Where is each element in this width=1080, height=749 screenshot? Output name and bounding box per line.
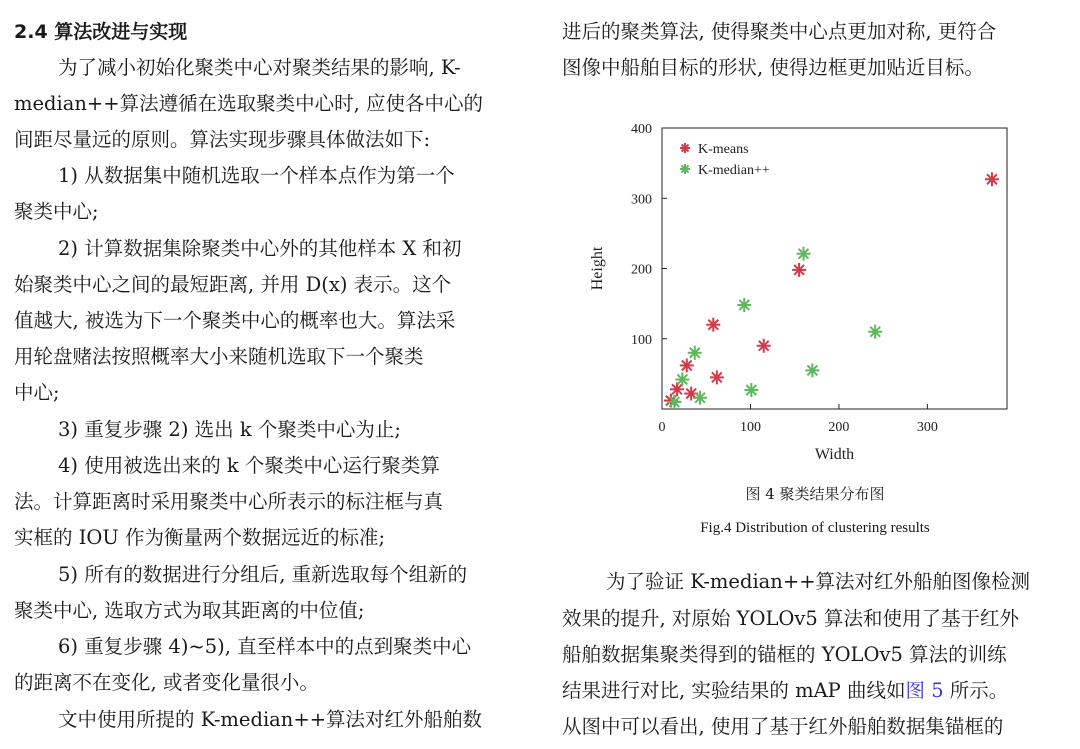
data-point xyxy=(757,339,771,353)
y-tick-label: 200 xyxy=(631,262,652,278)
paragraph-line: 效果的提升, 对原始 YOLOv5 算法和使用了基于红外 xyxy=(562,607,1020,630)
figure-5-link[interactable]: 图 5 xyxy=(905,679,944,702)
step-line: 的距离不在变化, 或者变化量很小。 xyxy=(14,671,319,694)
scatter-chart xyxy=(562,110,1068,480)
step-line: 6) 重复步骤 4)~5), 直至样本中的点到聚类中心 xyxy=(58,635,472,658)
y-tick-label: 400 xyxy=(631,122,652,137)
x-tick-label: 0 xyxy=(658,420,666,435)
paragraph-line: 文中使用所提的 K-median++算法对红外船舶数 xyxy=(58,708,483,731)
x-tick-label: 200 xyxy=(828,420,850,435)
data-point xyxy=(985,172,999,186)
paragraph-line: 进后的聚类算法, 使得聚类中心点更加对称, 更符合 xyxy=(562,20,997,43)
step-line: 聚类中心, 选取方式为取其距离的中位值; xyxy=(14,599,365,622)
paragraph-line: median++算法遵循在选取聚类中心时, 应使各中心的 xyxy=(14,92,484,115)
step-line: 始聚类中心之间的最短距离, 并用 D(x) 表示。这个 xyxy=(14,273,452,296)
y-axis-label: Height xyxy=(589,246,606,291)
legend-marker xyxy=(680,143,690,153)
data-point xyxy=(868,325,882,339)
data-point xyxy=(805,363,819,377)
paragraph-line xyxy=(562,679,1008,703)
x-axis-label: Width xyxy=(814,446,855,463)
y-tick-label: 100 xyxy=(631,332,652,348)
step-line: 1) 从数据集中随机选取一个样本点作为第一个 xyxy=(58,164,455,187)
section-heading: 2.4 算法改进与实现 xyxy=(14,21,188,43)
step-line: 聚类中心; xyxy=(14,200,99,223)
data-point xyxy=(710,370,724,384)
x-tick-label: 300 xyxy=(916,420,938,435)
paragraph-line: 从图中可以看出, 使用了基于红外船舶数据集锚框的 xyxy=(562,715,1004,738)
data-point xyxy=(688,346,702,360)
figure-caption-zh: 图 4 聚类结果分布图 xyxy=(745,485,885,503)
legend-marker xyxy=(680,164,690,174)
step-line: 值越大, 被选为下一个聚类中心的概率也大。算法采 xyxy=(14,309,456,332)
data-point xyxy=(706,318,720,332)
data-point xyxy=(792,263,806,277)
step-line: 5) 所有的数据进行分组后, 重新选取每个组新的 xyxy=(58,563,468,586)
data-point xyxy=(680,358,694,372)
paragraph-line: 图像中船舶目标的形状, 使得边框更加贴近目标。 xyxy=(562,56,984,79)
step-line: 法。计算距离时采用聚类中心所表示的标注框与真 xyxy=(14,490,444,513)
legend-label: K-means xyxy=(698,142,749,157)
data-point xyxy=(737,298,751,312)
paragraph-line: 为了减小初始化聚类中心对聚类结果的影响, K- xyxy=(58,56,461,79)
data-point xyxy=(667,395,681,409)
paragraph-line: 船舶数据集聚类得到的锚框的 YOLOv5 算法的训练 xyxy=(562,643,1007,666)
data-point xyxy=(675,372,689,386)
x-tick-label: 100 xyxy=(739,420,761,435)
step-line: 4) 使用被选出来的 k 个聚类中心运行聚类算 xyxy=(58,454,440,477)
y-tick-label: 300 xyxy=(631,192,652,208)
data-point xyxy=(693,391,707,405)
step-line: 2) 计算数据集除聚类中心外的其他样本 X 和初 xyxy=(58,237,462,260)
text-span: 结果进行对比, 实验结果的 mAP 曲线如 xyxy=(562,679,906,702)
paragraph-line: 间距尽量远的原则。算法实现步骤具体做法如下: xyxy=(14,128,431,151)
figure-caption-en: Fig.4 Distribution of clustering results xyxy=(700,520,930,536)
text-span: 所示。 xyxy=(943,679,1009,702)
paragraph-line: 为了验证 K-median++算法对红外船舶图像检测 xyxy=(606,570,1031,593)
legend-label: K-median++ xyxy=(698,163,770,178)
step-line: 中心; xyxy=(14,381,60,404)
step-line: 用轮盘赌法按照概率大小来随机选取下一个聚类 xyxy=(14,345,424,368)
step-line: 3) 重复步骤 2) 选出 k 个聚类中心为止; xyxy=(58,418,401,441)
data-point xyxy=(744,383,758,397)
data-point xyxy=(797,247,811,261)
step-line: 实框的 IOU 作为衡量两个数据远近的标准; xyxy=(14,526,386,549)
